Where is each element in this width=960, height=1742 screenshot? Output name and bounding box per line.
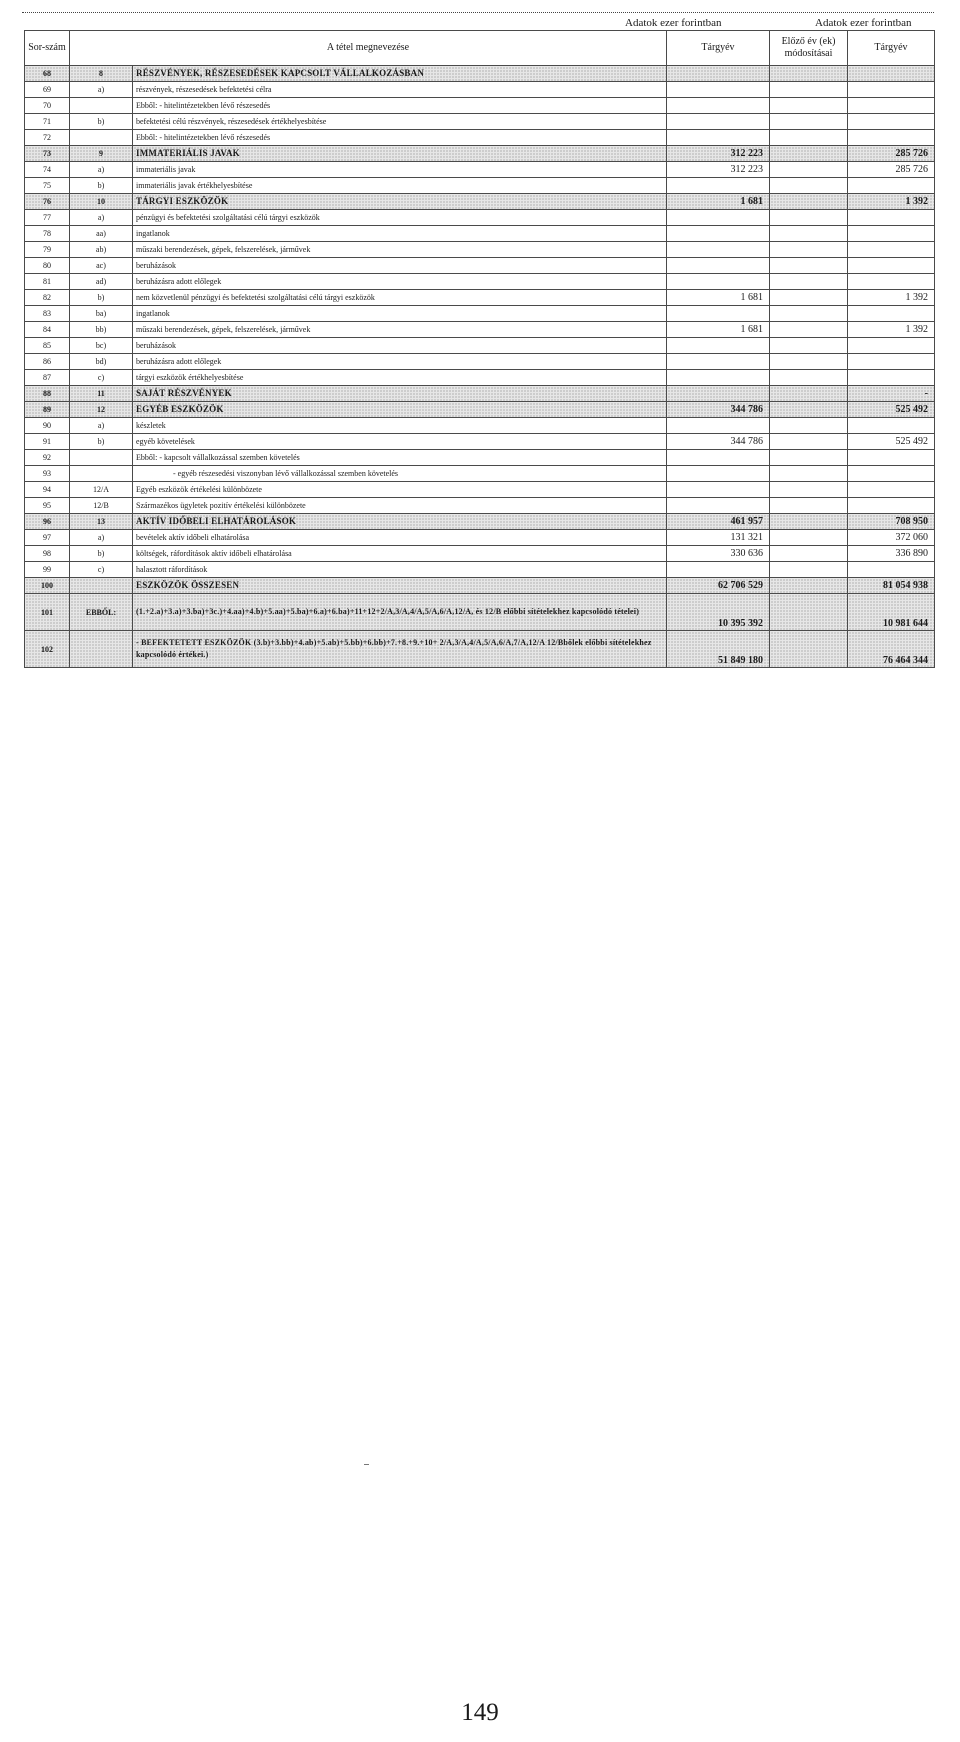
value-prior-modifications xyxy=(770,546,848,562)
stray-mark xyxy=(364,1464,369,1465)
row-marker: a) xyxy=(70,210,133,226)
value-current-year xyxy=(667,226,770,242)
value-prior-modifications xyxy=(770,418,848,434)
row-marker: c) xyxy=(70,562,133,578)
value-current-year xyxy=(667,370,770,386)
value-prior-year xyxy=(848,370,935,386)
value-current-year xyxy=(667,562,770,578)
value-prior-modifications xyxy=(770,354,848,370)
value-current-year xyxy=(667,466,770,482)
row-marker xyxy=(70,466,133,482)
table-row xyxy=(25,578,935,594)
value-current-year xyxy=(667,338,770,354)
value-current-year: 51 849 180 xyxy=(667,631,770,668)
row-number: 102 xyxy=(25,631,70,668)
value-prior-year xyxy=(848,274,935,290)
row-marker xyxy=(70,631,133,668)
row-number: 83 xyxy=(25,306,70,322)
value-prior-year xyxy=(848,210,935,226)
value-prior-year: - xyxy=(848,386,935,402)
value-prior-modifications xyxy=(770,210,848,226)
row-description: műszaki berendezések, gépek, felszerelések, járművek xyxy=(133,322,667,338)
row-description: AKTÍV IDŐBELI ELHATÁROLÁSOK xyxy=(133,514,667,530)
header-current-year: Tárgyév xyxy=(667,31,770,66)
value-prior-modifications xyxy=(770,114,848,130)
value-prior-modifications xyxy=(770,290,848,306)
value-prior-year: 336 890 xyxy=(848,546,935,562)
table-row xyxy=(25,130,935,146)
table-row xyxy=(25,146,935,162)
table-row xyxy=(25,370,935,386)
row-marker: b) xyxy=(70,114,133,130)
value-prior-modifications xyxy=(770,322,848,338)
table-row xyxy=(25,178,935,194)
row-number: 92 xyxy=(25,450,70,466)
row-description: költségek, ráfordítások aktív időbeli elhatárolása xyxy=(133,546,667,562)
row-marker: ab) xyxy=(70,242,133,258)
row-description: Ebből: - hitelintézetekben lévő részesedés xyxy=(133,130,667,146)
row-marker xyxy=(70,578,133,594)
row-number: 68 xyxy=(25,66,70,82)
value-current-year xyxy=(667,98,770,114)
table-row xyxy=(25,450,935,466)
unit-note-prior: Adatok ezer forintban xyxy=(815,17,912,29)
value-prior-year: 525 492 xyxy=(848,402,935,418)
row-marker xyxy=(70,450,133,466)
table-row xyxy=(25,402,935,418)
row-marker xyxy=(70,98,133,114)
row-number: 88 xyxy=(25,386,70,402)
header-item-name: A tétel megnevezése xyxy=(70,31,667,66)
row-marker xyxy=(70,130,133,146)
row-description: SAJÁT RÉSZVÉNYEK xyxy=(133,386,667,402)
row-description: befektetési célú részvények, részesedések értékhelyesbítése xyxy=(133,114,667,130)
table-row xyxy=(25,546,935,562)
row-marker: EBBŐL: xyxy=(70,594,133,631)
value-prior-modifications xyxy=(770,178,848,194)
row-description: halasztott ráfordítások xyxy=(133,562,667,578)
table-row xyxy=(25,82,935,98)
value-prior-year xyxy=(848,482,935,498)
row-marker: b) xyxy=(70,290,133,306)
value-current-year: 10 395 392 xyxy=(667,594,770,631)
row-description: műszaki berendezések, gépek, felszerelések, járművek xyxy=(133,242,667,258)
row-description: Ebből: - kapcsolt vállalkozással szemben követelés xyxy=(133,450,667,466)
value-current-year xyxy=(667,242,770,258)
balance-sheet-table xyxy=(24,30,935,668)
value-prior-modifications xyxy=(770,258,848,274)
row-number: 74 xyxy=(25,162,70,178)
row-marker: 8 xyxy=(70,66,133,82)
value-prior-modifications xyxy=(770,242,848,258)
table-row xyxy=(25,386,935,402)
value-prior-year xyxy=(848,242,935,258)
row-number: 94 xyxy=(25,482,70,498)
value-prior-modifications xyxy=(770,162,848,178)
header-row-number: Sor-szám xyxy=(25,31,70,66)
value-prior-modifications xyxy=(770,594,848,631)
table-row xyxy=(25,162,935,178)
row-description: tárgyi eszközök értékhelyesbítése xyxy=(133,370,667,386)
table-row xyxy=(25,66,935,82)
row-number: 101 xyxy=(25,594,70,631)
row-number: 87 xyxy=(25,370,70,386)
row-description: egyéb követelések xyxy=(133,434,667,450)
row-number: 70 xyxy=(25,98,70,114)
value-current-year xyxy=(667,386,770,402)
row-number: 98 xyxy=(25,546,70,562)
table-row xyxy=(25,338,935,354)
row-marker: b) xyxy=(70,546,133,562)
row-marker: b) xyxy=(70,434,133,450)
row-number: 95 xyxy=(25,498,70,514)
value-current-year: 461 957 xyxy=(667,514,770,530)
row-description: TÁRGYI ESZKÖZÖK xyxy=(133,194,667,210)
table-row xyxy=(25,631,935,668)
row-marker: ac) xyxy=(70,258,133,274)
value-prior-modifications xyxy=(770,530,848,546)
value-current-year xyxy=(667,450,770,466)
row-marker: ad) xyxy=(70,274,133,290)
value-prior-year xyxy=(848,450,935,466)
value-prior-modifications xyxy=(770,514,848,530)
row-description: EGYÉB ESZKÖZÖK xyxy=(133,402,667,418)
row-number: 100 xyxy=(25,578,70,594)
row-marker: a) xyxy=(70,162,133,178)
value-current-year: 131 321 xyxy=(667,530,770,546)
table-row xyxy=(25,514,935,530)
value-prior-year xyxy=(848,306,935,322)
table-row xyxy=(25,114,935,130)
row-marker: 12 xyxy=(70,402,133,418)
row-marker: a) xyxy=(70,82,133,98)
row-number: 76 xyxy=(25,194,70,210)
value-prior-year: 10 981 644 xyxy=(848,594,935,631)
row-number: 80 xyxy=(25,258,70,274)
table-row xyxy=(25,434,935,450)
row-number: 85 xyxy=(25,338,70,354)
value-prior-modifications xyxy=(770,434,848,450)
value-current-year xyxy=(667,354,770,370)
row-number: 71 xyxy=(25,114,70,130)
row-number: 79 xyxy=(25,242,70,258)
value-current-year xyxy=(667,258,770,274)
value-prior-modifications xyxy=(770,450,848,466)
row-description: részvények, részesedések befektetési célra xyxy=(133,82,667,98)
row-description: - egyéb részesedési viszonyban lévő vállalkozással szemben követelés xyxy=(133,466,667,482)
value-prior-modifications xyxy=(770,402,848,418)
value-current-year xyxy=(667,274,770,290)
row-number: 90 xyxy=(25,418,70,434)
row-description: beruházásra adott előlegek xyxy=(133,274,667,290)
value-prior-year: 525 492 xyxy=(848,434,935,450)
row-description: ingatlanok xyxy=(133,306,667,322)
row-marker: 12/B xyxy=(70,498,133,514)
value-prior-year: 1 392 xyxy=(848,322,935,338)
row-description: IMMATERIÁLIS JAVAK xyxy=(133,146,667,162)
value-prior-year: 285 726 xyxy=(848,146,935,162)
row-marker: 11 xyxy=(70,386,133,402)
row-number: 78 xyxy=(25,226,70,242)
value-prior-modifications xyxy=(770,482,848,498)
row-number: 96 xyxy=(25,514,70,530)
row-description: beruházások xyxy=(133,338,667,354)
value-prior-modifications xyxy=(770,562,848,578)
row-number: 81 xyxy=(25,274,70,290)
value-current-year: 1 681 xyxy=(667,290,770,306)
row-marker: aa) xyxy=(70,226,133,242)
value-current-year xyxy=(667,178,770,194)
row-number: 86 xyxy=(25,354,70,370)
row-marker: bc) xyxy=(70,338,133,354)
value-prior-year: 81 054 938 xyxy=(848,578,935,594)
row-description: Származékos ügyletek pozitív értékelési különbözete xyxy=(133,498,667,514)
row-description: pénzügyi és befektetési szolgáltatási célú tárgyi eszközök xyxy=(133,210,667,226)
row-description: Egyéb eszközök értékelési különbözete xyxy=(133,482,667,498)
value-prior-year xyxy=(848,178,935,194)
value-prior-modifications xyxy=(770,82,848,98)
row-description: immateriális javak xyxy=(133,162,667,178)
value-prior-modifications xyxy=(770,66,848,82)
row-description: RÉSZVÉNYEK, RÉSZESEDÉSEK KAPCSOLT VÁLLALKOZÁSBAN xyxy=(133,66,667,82)
value-prior-modifications xyxy=(770,274,848,290)
value-prior-year xyxy=(848,66,935,82)
row-marker: 12/A xyxy=(70,482,133,498)
header-prior-modifications: Előző év (ek) módosításai xyxy=(770,31,848,66)
row-description: immateriális javak értékhelyesbítése xyxy=(133,178,667,194)
table-row xyxy=(25,354,935,370)
row-number: 69 xyxy=(25,82,70,98)
row-description: beruházások xyxy=(133,258,667,274)
row-marker: bd) xyxy=(70,354,133,370)
value-prior-year: 1 392 xyxy=(848,194,935,210)
value-current-year xyxy=(667,498,770,514)
row-number: 77 xyxy=(25,210,70,226)
value-current-year: 330 636 xyxy=(667,546,770,562)
row-marker: c) xyxy=(70,370,133,386)
row-description: nem közvetlenül pénzügyi és befektetési szolgáltatási célú tárgyi eszközök xyxy=(133,290,667,306)
row-description: készletek xyxy=(133,418,667,434)
value-prior-modifications xyxy=(770,306,848,322)
table-row xyxy=(25,594,935,631)
value-current-year: 344 786 xyxy=(667,434,770,450)
value-prior-modifications xyxy=(770,370,848,386)
row-description: beruházásra adott előlegek xyxy=(133,354,667,370)
row-description: ESZKÖZÖK ÖSSZESEN xyxy=(133,578,667,594)
value-current-year xyxy=(667,130,770,146)
table-row xyxy=(25,466,935,482)
table-row xyxy=(25,418,935,434)
table-row xyxy=(25,482,935,498)
row-description: Ebből: - hitelintézetekben lévő részesedés xyxy=(133,98,667,114)
table-row xyxy=(25,562,935,578)
value-prior-year xyxy=(848,338,935,354)
value-prior-modifications xyxy=(770,578,848,594)
row-number: 97 xyxy=(25,530,70,546)
row-number: 99 xyxy=(25,562,70,578)
value-prior-modifications xyxy=(770,338,848,354)
value-prior-year: 372 060 xyxy=(848,530,935,546)
table-row xyxy=(25,306,935,322)
value-prior-modifications xyxy=(770,466,848,482)
row-marker: ba) xyxy=(70,306,133,322)
value-current-year xyxy=(667,66,770,82)
value-prior-modifications xyxy=(770,386,848,402)
value-prior-modifications xyxy=(770,194,848,210)
row-description: bevételek aktív időbeli elhatárolása xyxy=(133,530,667,546)
value-current-year xyxy=(667,418,770,434)
row-marker: a) xyxy=(70,530,133,546)
table-body xyxy=(25,66,935,668)
value-prior-modifications xyxy=(770,498,848,514)
table-header-row xyxy=(25,31,935,66)
value-prior-year xyxy=(848,354,935,370)
value-current-year xyxy=(667,306,770,322)
value-prior-year xyxy=(848,466,935,482)
table-row xyxy=(25,242,935,258)
value-prior-year xyxy=(848,114,935,130)
value-current-year: 312 223 xyxy=(667,162,770,178)
row-number: 75 xyxy=(25,178,70,194)
value-prior-year xyxy=(848,226,935,242)
value-prior-year xyxy=(848,98,935,114)
row-number: 93 xyxy=(25,466,70,482)
table-row xyxy=(25,258,935,274)
row-description: (1.+2.a)+3.a)+3.ba)+3c.)+4.aa)+4.b)+5.aa)+5.ba)+6.a)+6.ba)+11+12+2/A,3/A,4/A,5/A,6/A,12/A, és 12/B előbbi sítételekhez kapcsolódó tételei) xyxy=(133,594,667,631)
value-current-year xyxy=(667,114,770,130)
value-prior-year xyxy=(848,82,935,98)
row-marker: bb) xyxy=(70,322,133,338)
table-row xyxy=(25,530,935,546)
row-marker: a) xyxy=(70,418,133,434)
value-prior-year: 1 392 xyxy=(848,290,935,306)
row-description: ingatlanok xyxy=(133,226,667,242)
value-prior-year: 708 950 xyxy=(848,514,935,530)
value-prior-modifications xyxy=(770,631,848,668)
value-prior-modifications xyxy=(770,146,848,162)
table-row xyxy=(25,194,935,210)
value-current-year: 62 706 529 xyxy=(667,578,770,594)
row-marker: 10 xyxy=(70,194,133,210)
row-marker: 13 xyxy=(70,514,133,530)
row-marker: b) xyxy=(70,178,133,194)
value-prior-year: 285 726 xyxy=(848,162,935,178)
table-row xyxy=(25,210,935,226)
row-number: 89 xyxy=(25,402,70,418)
page-number: 149 xyxy=(461,1699,499,1726)
table-row xyxy=(25,274,935,290)
table-row xyxy=(25,98,935,114)
value-prior-modifications xyxy=(770,226,848,242)
value-current-year: 1 681 xyxy=(667,194,770,210)
value-current-year xyxy=(667,482,770,498)
header-prior-year: Tárgyév xyxy=(848,31,935,66)
table-row xyxy=(25,226,935,242)
value-current-year: 1 681 xyxy=(667,322,770,338)
row-number: 72 xyxy=(25,130,70,146)
value-current-year: 344 786 xyxy=(667,402,770,418)
value-prior-year xyxy=(848,258,935,274)
row-number: 91 xyxy=(25,434,70,450)
row-marker: 9 xyxy=(70,146,133,162)
value-prior-modifications xyxy=(770,98,848,114)
value-prior-year xyxy=(848,418,935,434)
table-row xyxy=(25,322,935,338)
value-prior-year xyxy=(848,130,935,146)
value-current-year xyxy=(667,210,770,226)
value-prior-year xyxy=(848,498,935,514)
value-current-year: 312 223 xyxy=(667,146,770,162)
table-row xyxy=(25,290,935,306)
row-number: 84 xyxy=(25,322,70,338)
value-prior-modifications xyxy=(770,130,848,146)
row-number: 73 xyxy=(25,146,70,162)
row-description: - BEFEKTETETT ESZKÖZÖK (3.b)+3.bb)+4.ab)+5.ab)+5.bb)+6.bb)+7.+8.+9.+10+ 2/A,3/A,4/A,5/A,6/A,7/A,12/A 12/Bbőlek előbbi sítételekhez kapcsolódó értékei.) xyxy=(133,631,667,668)
value-current-year xyxy=(667,82,770,98)
unit-note-current: Adatok ezer forintban xyxy=(625,17,722,29)
top-dotted-rule xyxy=(22,12,934,13)
row-number: 82 xyxy=(25,290,70,306)
table-row xyxy=(25,498,935,514)
value-prior-year xyxy=(848,562,935,578)
value-prior-year: 76 464 344 xyxy=(848,631,935,668)
